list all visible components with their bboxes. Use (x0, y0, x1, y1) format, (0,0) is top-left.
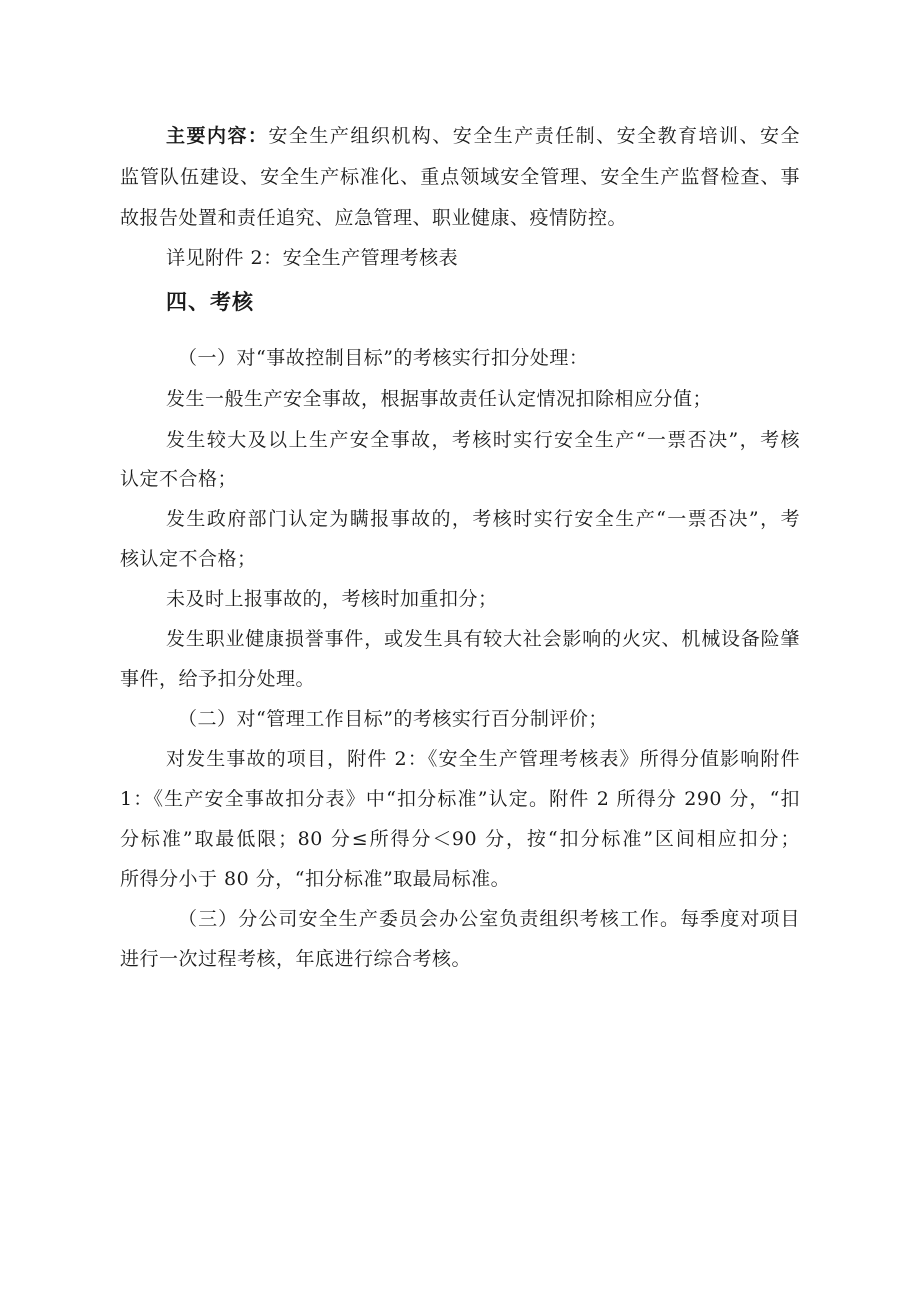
part3-line-1: （三）分公司安全生产委员会办公室负责组织考核工作。每季度对项目 (178, 908, 800, 930)
main-content-line-1 (166, 124, 800, 148)
part1-item-1: 发生一般生产安全事故，根据事故责任认定情况扣除相应分值； (166, 388, 713, 410)
part2-line-4: 所得分小于 80 分，“扣分标准”取最局标准。 (120, 868, 511, 890)
part2-line-2: 1：《生产安全事故扣分表》中“扣分标准”认定。附件 2 所得分 290 分，“扣 (120, 788, 800, 810)
part2-line-3: 分标准”取最低限；80 分≤所得分＜90 分，按“扣分标准”区间相应扣分； (120, 828, 800, 850)
main-content-line-2: 监管队伍建设、安全生产标准化、重点领域安全管理、安全生产监督检查、事 (120, 166, 800, 188)
part3-line-2: 进行一次过程考核，年底进行综合考核。 (120, 948, 472, 970)
see-attachment-text: 详见附件 2：安全生产管理考核表 (166, 247, 459, 269)
part1-item-3-line-2: 核认定不合格； (120, 548, 257, 570)
part1-item-4: 未及时上报事故的，考核时加重扣分； (166, 588, 498, 610)
part1-item-5-line-2: 事件，给予扣分处理。 (120, 668, 316, 690)
section-title: 四、考核 (166, 290, 254, 314)
part1-item-2-line-2: 认定不合格； (120, 468, 238, 490)
part1-item-2-line-1: 发生较大及以上生产安全事故，考核时实行安全生产“一票否决”，考核 (166, 429, 800, 451)
part1-item-5-line-1: 发生职业健康损誉事件，或发生具有较大社会影响的火灾、机械设备险肇 (166, 628, 800, 650)
part2-line-1: 对发生事故的项目，附件 2：《安全生产管理考核表》所得分值影响附件 (166, 748, 800, 770)
main-content-label: 主要内容： (166, 125, 269, 147)
main-content-line-3: 故报告处置和责任追究、应急管理、职业健康、疫情防控。 (120, 207, 628, 229)
part1-title: （一）对“事故控制目标”的考核实行扣分处理： (178, 347, 589, 369)
part2-title: （二）对“管理工作目标”的考核实行百分制评价； (178, 708, 608, 730)
part1-item-3-line-1: 发生政府部门认定为瞒报事故的，考核时实行安全生产“一票否决”，考 (166, 508, 800, 530)
main-content-text-1: 安全生产组织机构、安全生产责任制、安全教育培训、安全 (268, 125, 800, 147)
